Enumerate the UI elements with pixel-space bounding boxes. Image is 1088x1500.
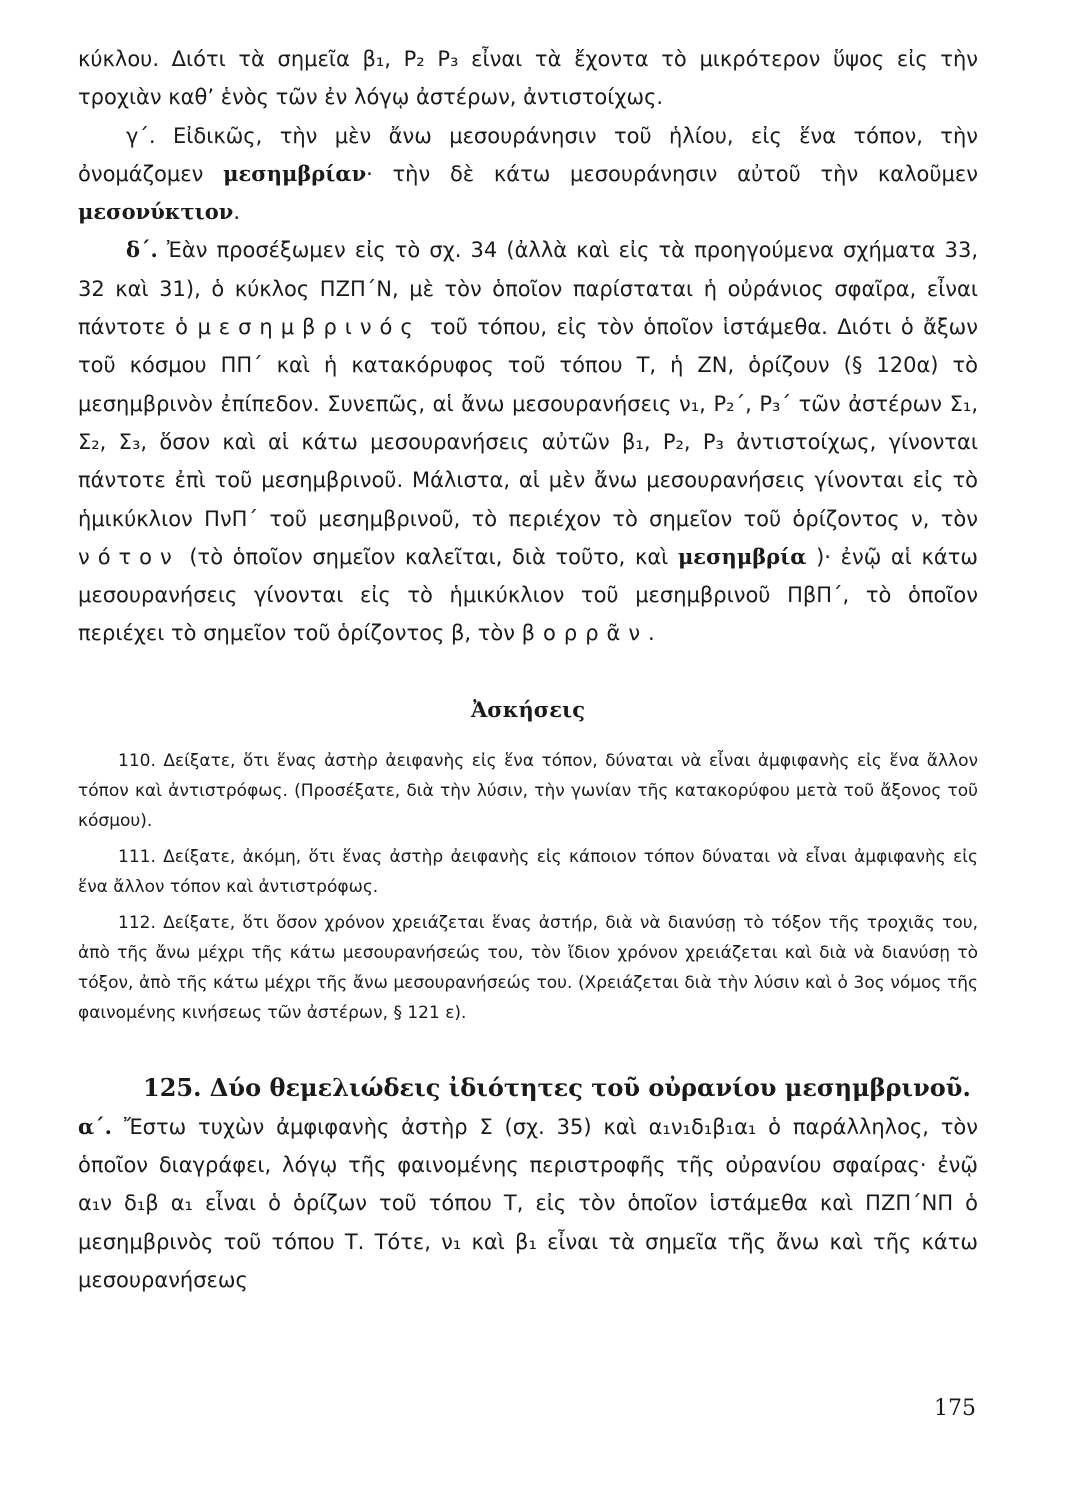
- paragraph-delta-text-2: τοῦ τόπου, εἰς τὸν ὁποῖον ἱστάμεθα. Διότι ὁ ἄξων τοῦ κόσμου ΠΠ΄ καὶ ἡ κατακόρυφος τοῦ τόπου Τ, ἡ ΖΝ, ὁρίζουν (§ 120α) τὸ μεσημβρινὸν ἐπίπεδον. Συνεπῶς, αἱ ἄνω μεσουρανήσεις ν₁, P₂΄, P₃΄ τῶν ἀστέρων Σ₁, Σ₂, Σ₃, ὅσον καὶ αἱ κάτω μεσουρανήσεις αὐτῶν β₁, P₂, P₃ ἀντιστοίχως, γίνονται πάντοτε ἐπὶ τοῦ μεσημβρινοῦ. Μάλιστα, αἱ μὲν ἄνω μεσουρανήσεις γίνονται εἰς τὸ ἡμικύκλιον ΠνΠ΄ τοῦ μεσημβρινοῦ, τὸ περιέχον τὸ σημεῖον τοῦ ὁρίζοντος ν, τὸν: [78, 315, 978, 531]
- section-125-label: α΄.: [78, 1113, 112, 1139]
- section-125-heading: 125. Δύο θεμελιώδεις ἰδιότητες τοῦ οὐρανίου μεσημβρινοῦ.: [143, 1072, 971, 1102]
- paragraph-delta-label: δ΄.: [126, 237, 158, 263]
- paragraph-gamma: [78, 117, 978, 232]
- paragraph-continuation: κύκλου. Διότι τὰ σημεῖα β₁, P₂ P₃ εἶναι τὰ ἔχοντα τὸ μικρότερον ὕψος εἰς τὴν τροχιὰν καθ’ ἑνὸς τῶν ἐν λόγῳ ἀστέρων, ἀντιστοίχως.: [78, 47, 978, 110]
- paragraph-gamma-text: γ΄. Εἰδικῶς, τὴν μὲν ἄνω μεσουράνησιν τοῦ ἡλίου, εἰς ἕνα τόπον, τὴν ὀνομάζομεν: [78, 123, 978, 186]
- section-125: [78, 1108, 978, 1299]
- term-mesimvrinos: μεσημβρινός: [197, 315, 421, 340]
- section-125-text: Ἔστω τυχὼν ἀμφιφανὴς ἀστὴρ Σ (σχ. 35) καὶ α₁ν₁δ₁β₁α₁ ὁ παράλληλος, τὸν ὁποῖον διαγράφει, λόγῳ τῆς φαινομένης περιστροφῆς τῆς οὐρανίου σφαίρας· ἐνῷ α₁ν δ₁β α₁ εἶναι ὁ ὁρίζων τοῦ τόπου Τ, εἰς τὸν ὁποῖον ἱστάμεθα καὶ ΠΖΠ΄ΝΠ ὁ μεσημβρινὸς τοῦ τόπου Τ. Τότε, ν₁ καὶ β₁ εἶναι τὰ σημεῖα τῆς ἄνω καὶ τῆς κάτω μεσουρανήσεως: [78, 1114, 978, 1292]
- paragraph-delta-text-4: )· ἐνῷ αἱ κάτω μεσουρανήσεις γίνονται εἰς τὸ ἡμικύκλιον τοῦ μεσημβρινοῦ ΠβΠ΄, τὸ ὁποῖον περιέχει τὸ σημεῖον τοῦ ὁρίζοντος β, τὸν: [78, 544, 978, 646]
- exercises-list: [78, 746, 978, 1028]
- section-125-paragraph: [78, 1108, 978, 1299]
- exercises-title: Ἀσκήσεις: [471, 696, 585, 722]
- book-page: [78, 40, 978, 1460]
- page-number: 175: [934, 1396, 976, 1421]
- term-noton: νότον: [78, 544, 180, 569]
- exercise-110: 110. Δείξατε, ὅτι ἕνας ἀστὴρ ἀειφανὴς εἰς ἕνα τόπον, δύναται νὰ εἶναι ἀμφιφανὴς εἰς ἕνα ἄλλον τόπον καὶ ἀντιστρόφως. (Προσέξατε, διὰ τὴν λύσιν, τὴν γωνίαν τῆς κατακορύφου μετὰ τοῦ ἄξονος τοῦ κόσμου).: [78, 750, 978, 831]
- term-mesimvria-2: μεσημβρία: [677, 543, 807, 569]
- term-mesonyktion: μεσονύκτιον: [78, 199, 234, 225]
- exercise-112: 112. Δείξατε, ὅτι ὅσον χρόνον χρειάζεται ἕνας ἀστήρ, διὰ νὰ διανύσῃ τὸ τόξον τῆς τροχιᾶς του, ἀπὸ τῆς ἄνω μέχρι τῆς κάτω μεσουρανήσεώς του, τὸν ἴδιον χρόνον χρειάζεται καὶ διὰ νὰ διανύσῃ τὸ τόξον, ἀπὸ τῆς κάτω μέχρι τῆς ἄνω μεσουρανήσεώς του. (Χρειάζεται διὰ τὴν λύσιν καὶ ὁ 3ος νόμος τῆς φαινομένης κινήσεως τῶν ἀστέρων, § 121 ε).: [78, 912, 978, 1023]
- term-mesimvria: μεσημβρίαν: [223, 160, 367, 186]
- paragraph-delta-text-3: (τὸ ὁποῖον σημεῖον καλεῖται, διὰ τοῦτο, καὶ: [179, 544, 669, 569]
- exercise-111: 111. Δείξατε, ἀκόμη, ὅτι ἕνας ἀστὴρ ἀειφανὴς εἰς κάποιον τόπον δύναται νὰ εἶναι ἀμφιφανὴς εἰς ἕνα ἄλλον τόπον καὶ ἀντιστρόφως.: [78, 846, 978, 897]
- paragraph-gamma-text-2: · τὴν δὲ κάτω μεσουράνησιν αὐτοῦ τὴν καλοῦμεν: [366, 161, 978, 186]
- paragraph-delta-text: Ἐὰν προσέξωμεν εἰς τὸ σχ. 34 (ἀλλὰ καὶ εἰς τὰ προηγούμενα σχήματα 33, 32 καὶ 31), ὁ κύκλος ΠΖΠ΄Ν, μὲ τὸν ὁποῖον παρίσταται ἡ οὐράνιος σφαῖρα, εἶναι πάντοτε ὁ: [78, 238, 978, 340]
- paragraph-delta-end: .: [648, 621, 655, 646]
- term-vorran: βορρᾶν: [521, 621, 649, 646]
- main-text: [78, 40, 978, 653]
- paragraph-delta: [78, 231, 978, 652]
- paragraph-gamma-end: .: [233, 200, 241, 225]
